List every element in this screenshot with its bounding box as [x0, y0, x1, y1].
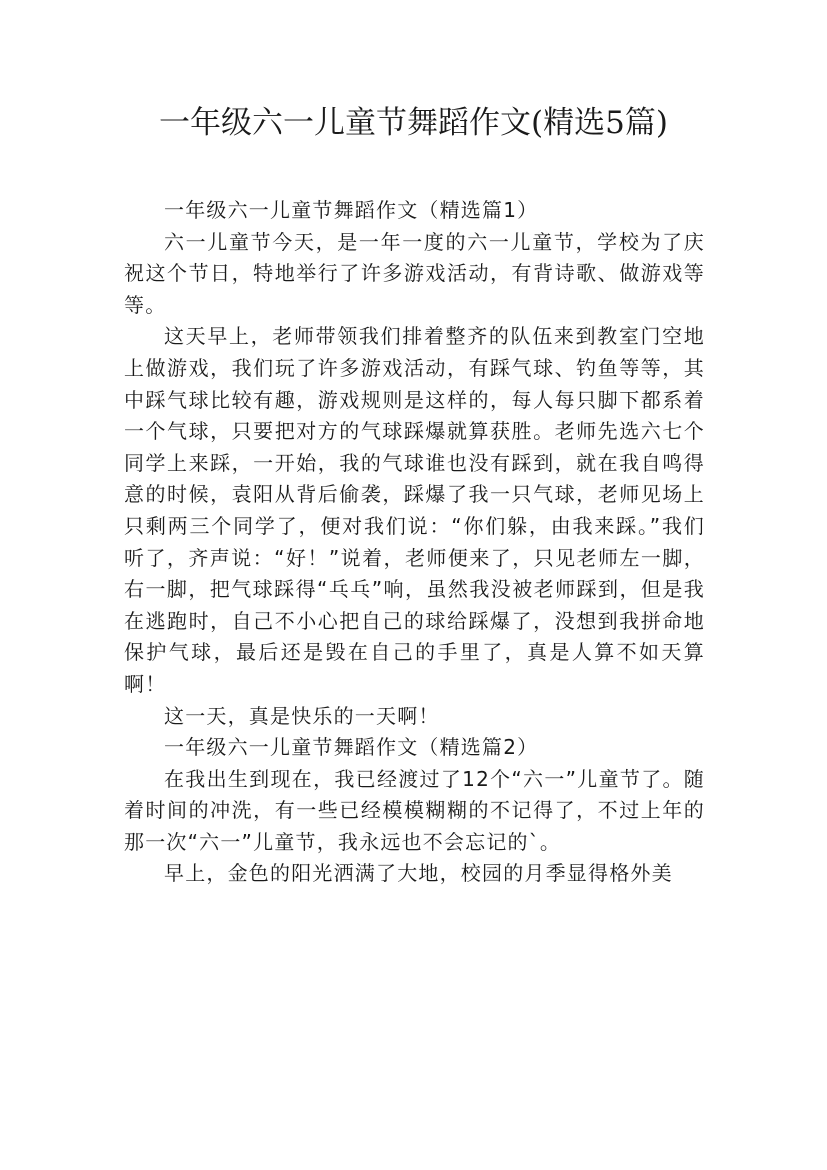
- section-heading-2: 一年级六一儿童节舞蹈作文（精选篇2）: [164, 735, 539, 760]
- document-body: [124, 195, 705, 890]
- section-heading-1: 一年级六一儿童节舞蹈作文（精选篇1）: [164, 198, 539, 222]
- paragraph: 早上，金色的阳光洒满了大地，校园的月季显得格外美: [164, 861, 673, 886]
- paragraph: 这天早上，老师带领我们排着整齐的队伍来到教室门空地上做游戏，我们玩了许多游戏活动，有踩气球、钓鱼等等，其中踩气球比较有趣，游戏规则是这样的，每人每只脚下都系着一个气球，只要把对方的气球踩爆就算获胜。老师先选六七个同学上来踩，一开始，我的气球谁也没有踩到，就在我自鸣得意的时候，袁阳从背后偷袭，踩爆了我一只气球，老师见场上只剩两三个同学了，便对我们说：“你们躲，由我来踩。”我们听了，齐声说：“好！”说着，老师便来了，只见老师左一脚，右一脚，把气球踩得“乓乓”响，虽然我没被老师踩到，但是我在逃跑时，自己不小心把自己的球给踩爆了，没想到我拼命地保护气球，最后还是毁在自己的手里了，真是人算不如天算啊！: [124, 324, 705, 696]
- document-title: 一年级六一儿童节舞蹈作文(精选5篇): [159, 105, 668, 141]
- paragraph: 这一天，真是快乐的一天啊！: [164, 703, 440, 728]
- paragraph: 六一儿童节今天，是一年一度的六一儿童节，学校为了庆祝这个节日，特地举行了许多游戏活动，有背诗歌、做游戏等等。: [124, 229, 705, 317]
- paragraph: 在我出生到现在，我已经渡过了12个“六一”儿童节了。随着时间的冲洗，有一些已经模模糊糊的不记得了，不过上年的那一次“六一”儿童节，我永远也不会忘记的`。: [124, 766, 705, 854]
